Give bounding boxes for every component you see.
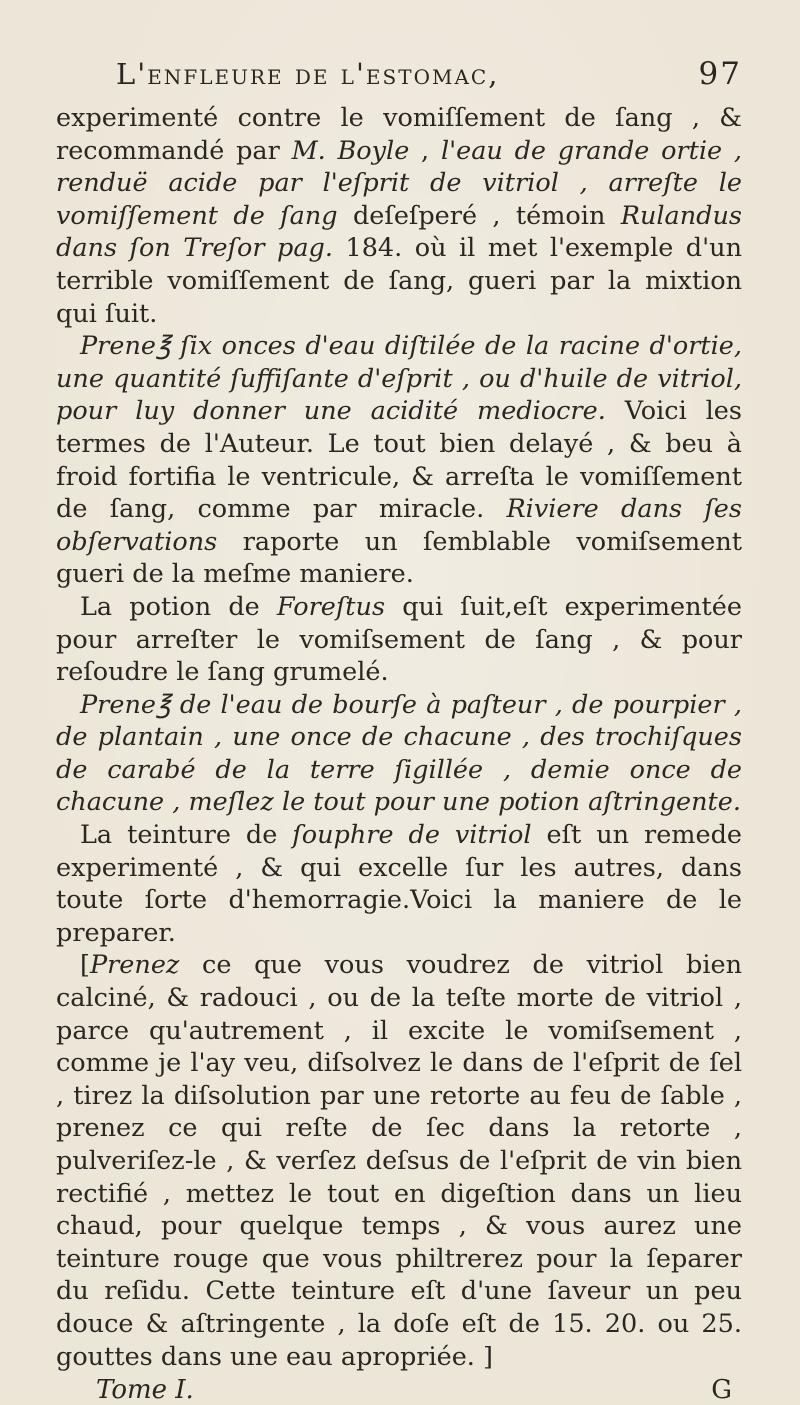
volume-signature: Tome I. bbox=[96, 1375, 194, 1405]
paragraph bbox=[56, 102, 742, 330]
body-text bbox=[56, 102, 742, 1373]
text-run: ce que vous voudrez de vitriol bien calciné, & radouci , ou de la teſte morte de vitriol , parce qu'autrement , il excite le vomiſsement , comme je l'ay veu, diſsolvez le dans de l'eſprit de ſel , tirez la diſsolution par une retorte au feu de ſable , prenez ce qui reſte de ſec dans la retorte , pulveriſez-le , & verſez deſsus de l'eſprit de vin bien rectifié , mettez le tout en digeſtion dans un lieu chaud, pour quelque temps , & vous aurez une teinture rouge que vous philtrerez pour la ſeparer du reſidu. Cette teinture eſt d'une ſaveur un peu douce & aſtringente , la doſe eſt de 15. 20. ou 25. gouttes dans une eau apropriée. ] bbox=[56, 950, 742, 1372]
text-run: , bbox=[409, 135, 441, 166]
paragraph bbox=[56, 949, 742, 1373]
paragraph bbox=[56, 591, 742, 689]
paragraph bbox=[56, 689, 742, 819]
gathering-signature: G bbox=[711, 1375, 732, 1405]
page-footer bbox=[56, 1375, 742, 1405]
italic-run: Foreſtus bbox=[276, 591, 386, 622]
italic-run: Rulandus dans ſon Treſor pag. bbox=[56, 200, 742, 264]
text-run: experimenté contre le vomiſſement de ſang , & recommandé par bbox=[56, 103, 742, 166]
text-run: La teinture de bbox=[80, 820, 293, 851]
text-run: eſt un remede experimenté , & qui excelle ſur les autres, dans toute ſorte d'hemorragie.Voici la maniere de le preparer. bbox=[56, 820, 742, 948]
italic-run: Prene℥ ſix onces d'eau diſtilée de la racine d'ortie, une quantité ſuffiſante d'eſprit , ou d'huile de vitriol, pour luy donner une acidité mediocre. bbox=[56, 331, 742, 427]
text-run: raporte un ſemblable vomiſsement gueri de la meſme maniere. bbox=[56, 526, 742, 590]
italic-run: l'eau de grande ortie , renduë acide par l'eſprit de vitriol , arreſte le vomiſſement de ſang bbox=[56, 135, 742, 231]
running-title: L'enfleure de l'estomac, bbox=[116, 57, 500, 91]
italic-run: Prenez bbox=[89, 950, 180, 981]
paragraph bbox=[56, 330, 742, 591]
text-run: Voici les termes de l'Auteur. Le tout bien delayé , & beu à froid fortifia le ventricule, & arreſta le vomiſſement de ſang, comme par miracle. bbox=[56, 396, 742, 525]
italic-run: M. Boyle bbox=[291, 135, 410, 166]
italic-run: ſouphre de vitriol bbox=[292, 820, 532, 851]
italic-run: Riviere dans ſes obſervations bbox=[56, 494, 742, 557]
page-number: 97 bbox=[698, 56, 742, 92]
text-run: [ bbox=[80, 950, 90, 981]
text-run: deſeſperé , témoin bbox=[337, 200, 621, 231]
italic-run: Prene℥ de l'eau de bourſe à paſteur , de pourpier , de plantain , une once de chacune , des trochiſques de carabé de la terre ſigillée , demie once de chacune , meſlez le tout pour une potion aſtringente. bbox=[56, 689, 742, 818]
running-header bbox=[56, 56, 742, 96]
text-run: qui ſuit,eſt experimentée pour arreſter le vomiſsement de ſang , & pour reſoudre le ſang grumelé. bbox=[56, 591, 742, 688]
text-run: 184. où il met l'exemple d'un terrible vomiſſement de ſang, gueri par la mixtion qui ſuit. bbox=[56, 233, 742, 329]
paragraph bbox=[56, 819, 742, 949]
text-run: La potion de bbox=[80, 591, 277, 622]
